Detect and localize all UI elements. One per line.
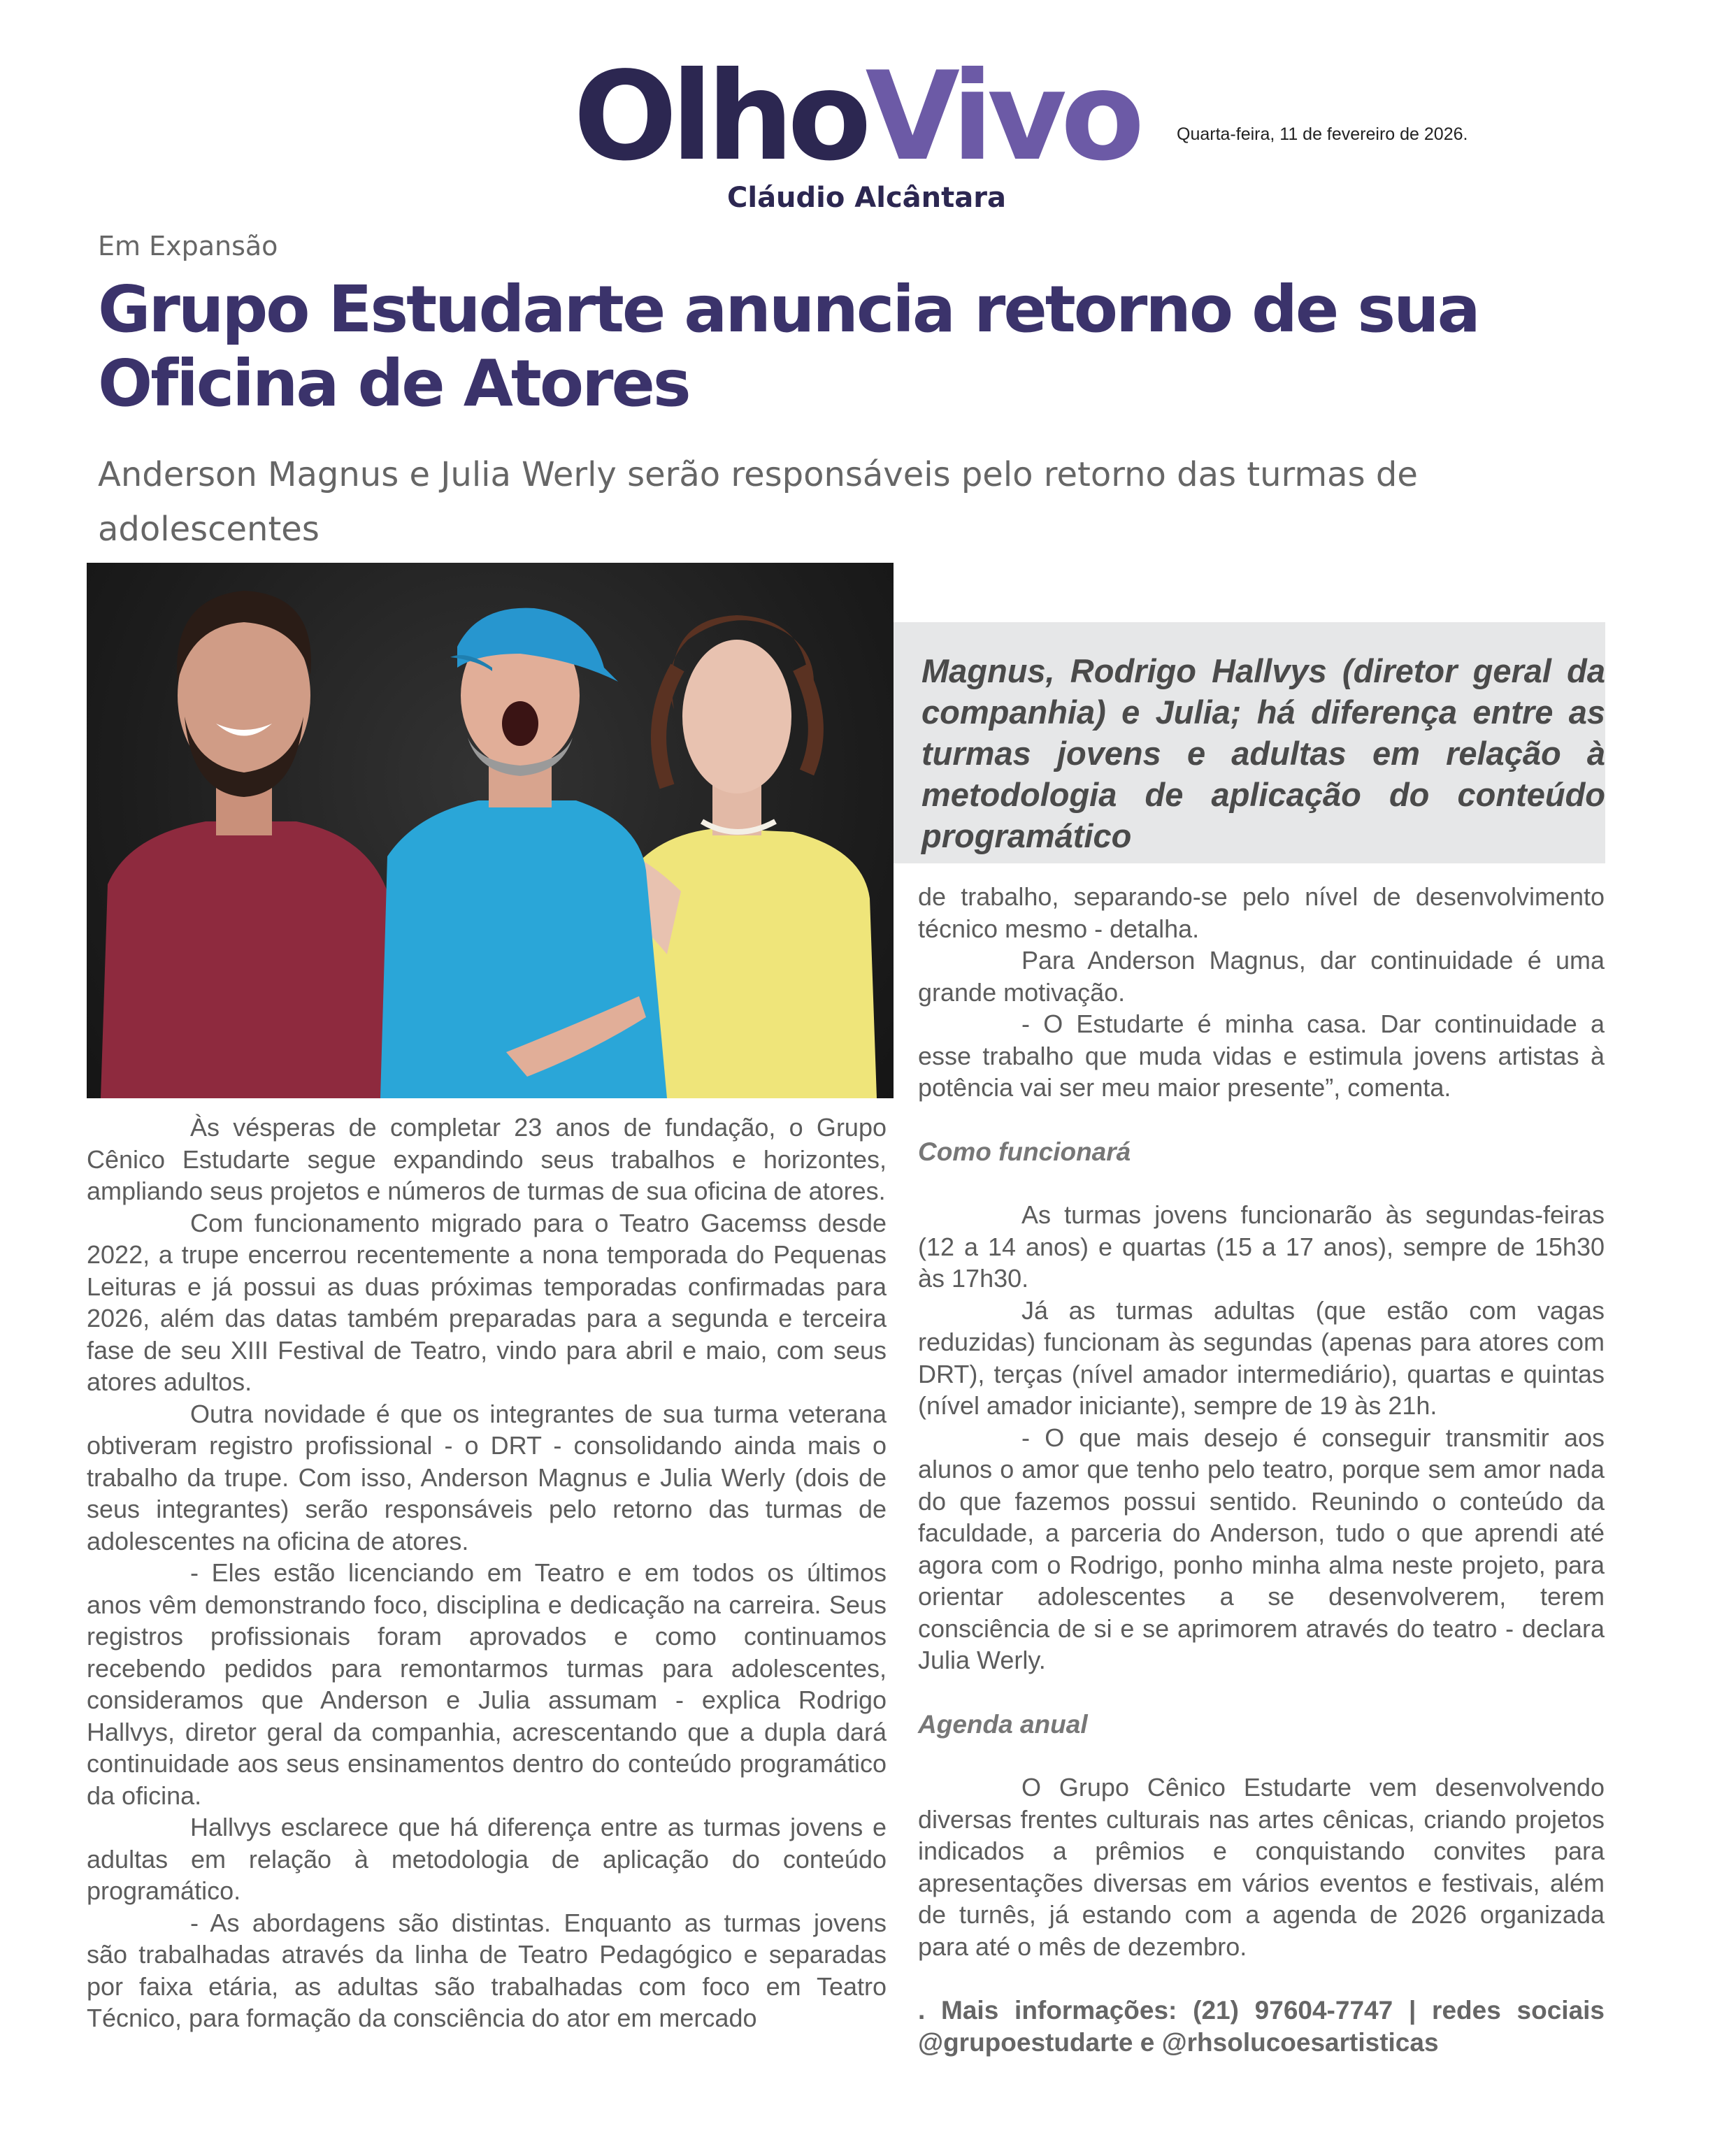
section-label: Em Expansão (98, 231, 278, 261)
body-paragraph: Às vésperas de completar 23 anos de fundação, o Grupo Cênico Estudarte segue expandindo seus trabalhos e horizontes, ampliando seus projetos e números de turmas de sua oficina de atores. (87, 1113, 887, 1205)
logo-olho: Olho (573, 46, 866, 188)
body-paragraph: - O Estudarte é minha casa. Dar continuidade a esse trabalho que muda vidas e estimula jovens artistas à potência vai ser meu maior presente”, comenta. (918, 1009, 1605, 1102)
logo-vivo: Vivo (865, 46, 1139, 188)
body-paragraph: As turmas jovens funcionarão às segundas-feiras (12 a 14 anos) e quartas (15 a 17 anos), sempre de 15h30 às 17h30. (918, 1200, 1605, 1293)
article-column-right (918, 881, 1605, 2058)
body-paragraph: Já as turmas adultas (que estão com vagas reduzidas) funcionam às segundas (apenas para atores com DRT), terças (nível amador intermediário), quartas e quintas (nível amador iniciante), sempre de 19 às 21h. (918, 1295, 1605, 1420)
masthead (0, 42, 1736, 224)
body-paragraph: O Grupo Cênico Estudarte vem desenvolvendo diversas frentes culturais nas artes cênicas, criando projetos indicados a prêmios e conquistando convites para apresentações diversas em vários eventos e festivais, além de turnês, já estando com a agenda de 2026 organizada para até o mês de dezembro. (918, 1773, 1605, 1961)
body-paragraph: - As abordagens são distintas. Enquanto as turmas jovens são trabalhadas através da linha de Teatro Pedagógico e separadas por faixa etária, as adultas são trabalhadas com foco em Teatro Técnico, para formação da consciência do ator em mercado (87, 1908, 887, 2032)
pullquote-box (894, 622, 1605, 863)
olhovivo-logo[interactable] (573, 46, 1139, 188)
body-paragraph: Com funcionamento migrado para o Teatro Gacemss desde 2022, a trupe encerrou recentemente a nona temporada do Pequenas Leituras e já possui as duas próximas temporadas confirmadas para 2026, além das datas também preparadas para a segunda e terceira fase de seu XIII Festival de Teatro, vindo para abril e maio, com seus atores adultos. (87, 1208, 887, 1396)
contact-info: . Mais informações: (21) 97604-7747 | redes sociais @grupoestudarte e @rhsolucoesartisticas (918, 1996, 1605, 2057)
publication-date: Quarta-feira, 11 de fevereiro de 2026. (1177, 124, 1468, 144)
article-subhead: Anderson Magnus e Julia Werly serão responsáveis pelo retorno das turmas de adolescentes (98, 455, 1418, 549)
body-paragraph: Hallvys esclarece que há diferença entre as turmas jovens e adultas em relação à metodologia de aplicação do conteúdo programático. (87, 1813, 887, 1905)
body-paragraph: Para Anderson Magnus, dar continuidade é uma grande motivação. (918, 946, 1605, 1007)
body-paragraph: Outra novidade é que os integrantes de sua turma veterana obtiveram registro profissional - o DRT - consolidando ainda mais o trabalho da trupe. Com isso, Anderson Magnus e Julia Werly (dois de seus integrantes) serão responsáveis pelo retorno das turmas de adolescentes na oficina de atores. (87, 1399, 887, 1555)
article-headline: Grupo Estudarte anuncia retorno de sua Oficina de Atores (98, 272, 1479, 421)
article-header (70, 210, 1608, 559)
body-paragraph: de trabalho, separando-se pelo nível de desenvolvimento técnico mesmo - detalha. (918, 882, 1605, 943)
pullquote-text: Magnus, Rodrigo Hallvys (diretor geral da companhia) e Julia; há diferença entre as turmas jovens e adultas em relação à metodologia de aplicação do conteúdo programático (921, 652, 1605, 854)
body-paragraph: - O que mais desejo é conseguir transmitir aos alunos o amor que tenho pelo teatro, porque sem amor nada do que fazemos possui sentido. Reunindo o conteúdo da faculdade, a parceria do Anderson, tudo o que aprendi até agora com o Rodrigo, ponho minha alma neste projeto, para orientar adolescentes a se desenvolverem, terem consciência de si e se aprimorem através do teatro - declara Julia Werly. (918, 1423, 1605, 1674)
subheading-how: Como funcionará (918, 1137, 1131, 1166)
body-paragraph: - Eles estão licenciando em Teatro e em todos os últimos anos vêm demonstrando foco, disciplina e dedicação na carreira. Seus registros profissionais foram aprovados e como continuamos recebendo pedidos para remontarmos turmas para adolescentes, consideramos que Anderson e Julia assumam - explica Rodrigo Hallvys, diretor geral da companhia, acrescentando que a dupla dará continuidade aos seus ensinamentos dentro do conteúdo programático da oficina. (87, 1558, 887, 1810)
article-column-left (87, 1112, 887, 2034)
article-photo (87, 563, 894, 1098)
subheading-agenda: Agenda anual (918, 1709, 1088, 1739)
photo-illustration (87, 563, 894, 1098)
columnist-byline: Cláudio Alcântara (727, 182, 1006, 214)
